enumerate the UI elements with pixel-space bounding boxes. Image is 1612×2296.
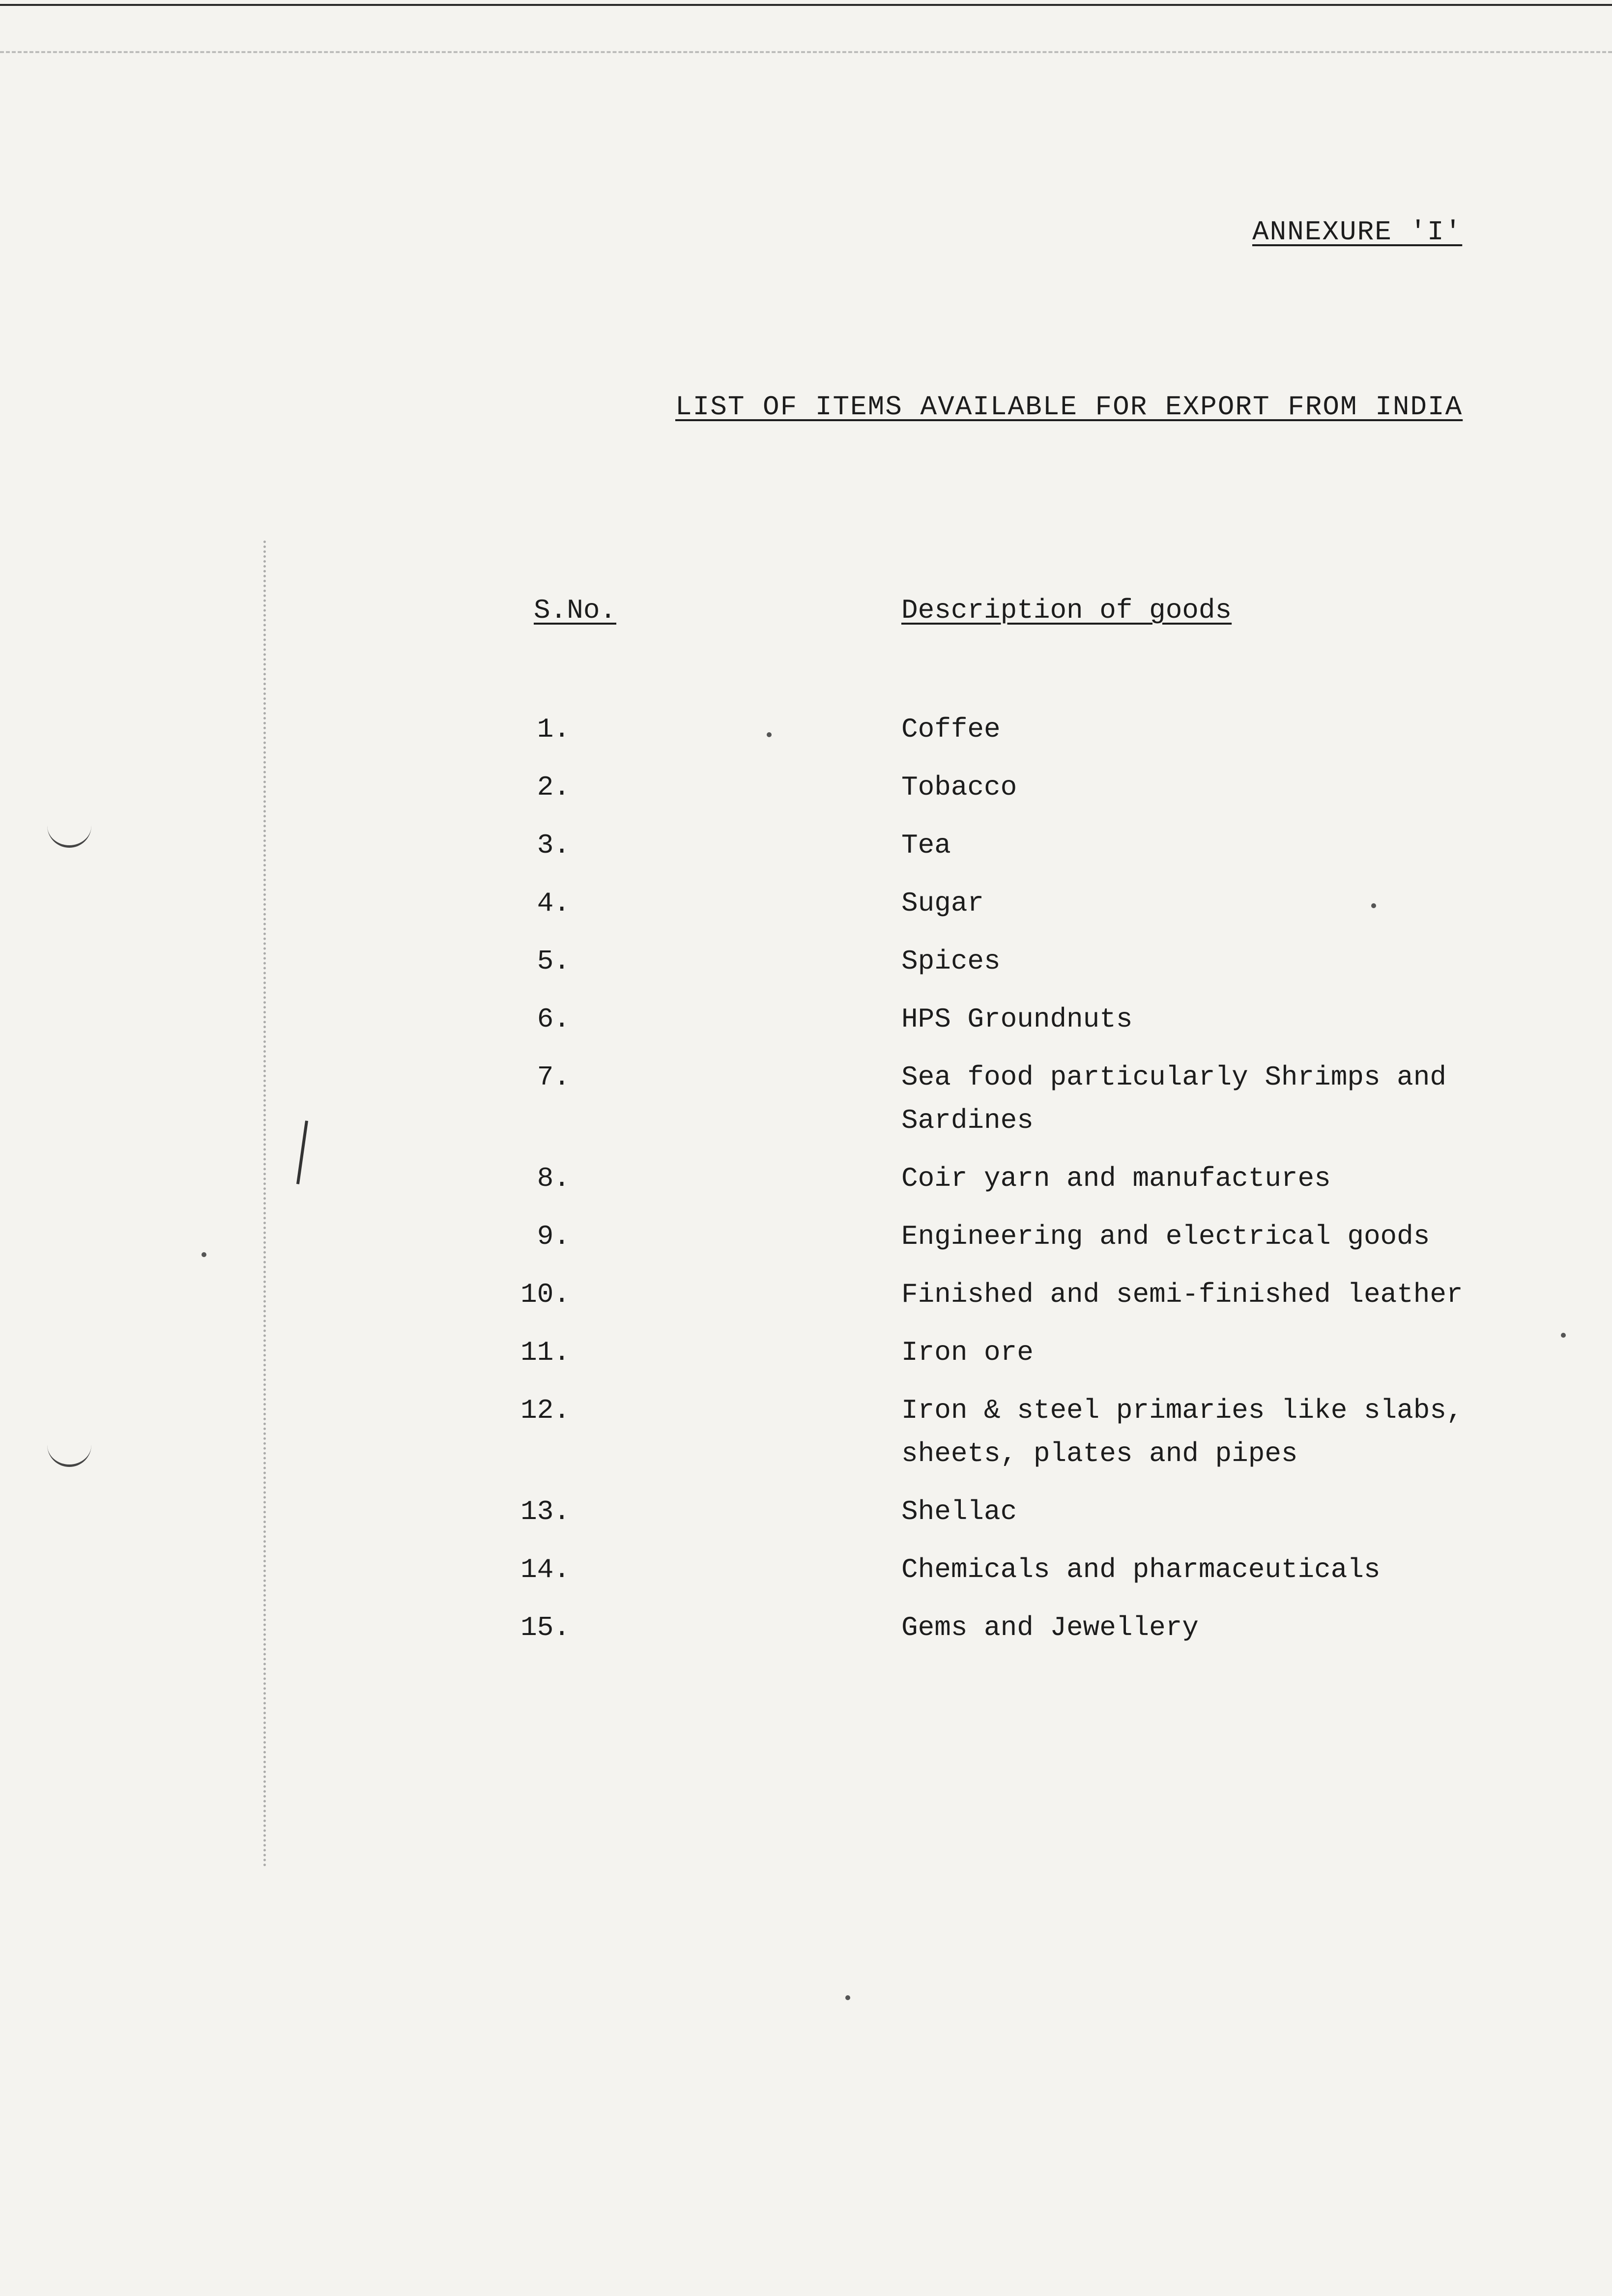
- item-number: 15.: [520, 1612, 570, 1643]
- list-item: [0, 1548, 1612, 1591]
- item-description: Coffee: [901, 714, 1001, 745]
- item-description: Coir yarn and manufactures: [901, 1163, 1331, 1194]
- list-item: [0, 766, 1612, 809]
- item-number: 8.: [537, 1163, 570, 1194]
- item-description: Tobacco: [901, 772, 1017, 803]
- item-description: Engineering and electrical goods: [901, 1221, 1430, 1252]
- list-item: [0, 1215, 1612, 1258]
- item-description: Tea: [901, 830, 951, 861]
- item-number: 10.: [520, 1279, 570, 1310]
- list-item: [0, 998, 1612, 1041]
- scan-dash-rule: [0, 51, 1612, 53]
- item-number: 9.: [537, 1221, 570, 1252]
- list-item: [0, 1056, 1612, 1142]
- item-description: Spices: [901, 946, 1001, 977]
- item-number: 5.: [537, 946, 570, 977]
- item-description: Chemicals and pharmaceuticals: [901, 1554, 1381, 1585]
- item-description: Iron & steel primaries like slabs, sheets, plates and pipes: [901, 1395, 1463, 1469]
- item-number: 2.: [537, 772, 570, 803]
- item-description: HPS Groundnuts: [901, 1004, 1133, 1035]
- list-item: [0, 1389, 1612, 1475]
- item-description: Iron ore: [901, 1337, 1034, 1368]
- list-item: [0, 882, 1612, 925]
- scan-speck: [845, 1995, 850, 2000]
- items-list: [0, 708, 1612, 1664]
- list-item: [0, 708, 1612, 751]
- item-number: 14.: [520, 1554, 570, 1585]
- list-item: [0, 824, 1612, 867]
- column-header-description: Description of goods: [901, 595, 1232, 626]
- item-number: 13.: [520, 1496, 570, 1527]
- item-number: 7.: [537, 1062, 570, 1093]
- document-title: LIST OF ITEMS AVAILABLE FOR EXPORT FROM INDIA: [675, 391, 1463, 423]
- item-number: 4.: [537, 888, 570, 919]
- item-number: 12.: [520, 1395, 570, 1426]
- column-header-sno: S.No.: [534, 595, 617, 626]
- item-number: 3.: [537, 830, 570, 861]
- item-number: 6.: [537, 1004, 570, 1035]
- item-description: Gems and Jewellery: [901, 1612, 1199, 1643]
- annexure-label: ANNEXURE 'I': [1252, 216, 1463, 248]
- list-item: [0, 1273, 1612, 1316]
- list-item: [0, 1606, 1612, 1649]
- item-description: Finished and semi-finished leather: [901, 1279, 1463, 1310]
- item-description: Sea food particularly Shrimps and Sardines: [901, 1062, 1446, 1136]
- top-edge-rule: [0, 4, 1612, 6]
- list-item: [0, 1157, 1612, 1200]
- item-description: Shellac: [901, 1496, 1017, 1527]
- list-item: [0, 1331, 1612, 1374]
- item-number: 11.: [520, 1337, 570, 1368]
- list-item: [0, 940, 1612, 983]
- list-item: [0, 1490, 1612, 1533]
- item-description: Sugar: [901, 888, 984, 919]
- item-number: 1.: [537, 714, 570, 745]
